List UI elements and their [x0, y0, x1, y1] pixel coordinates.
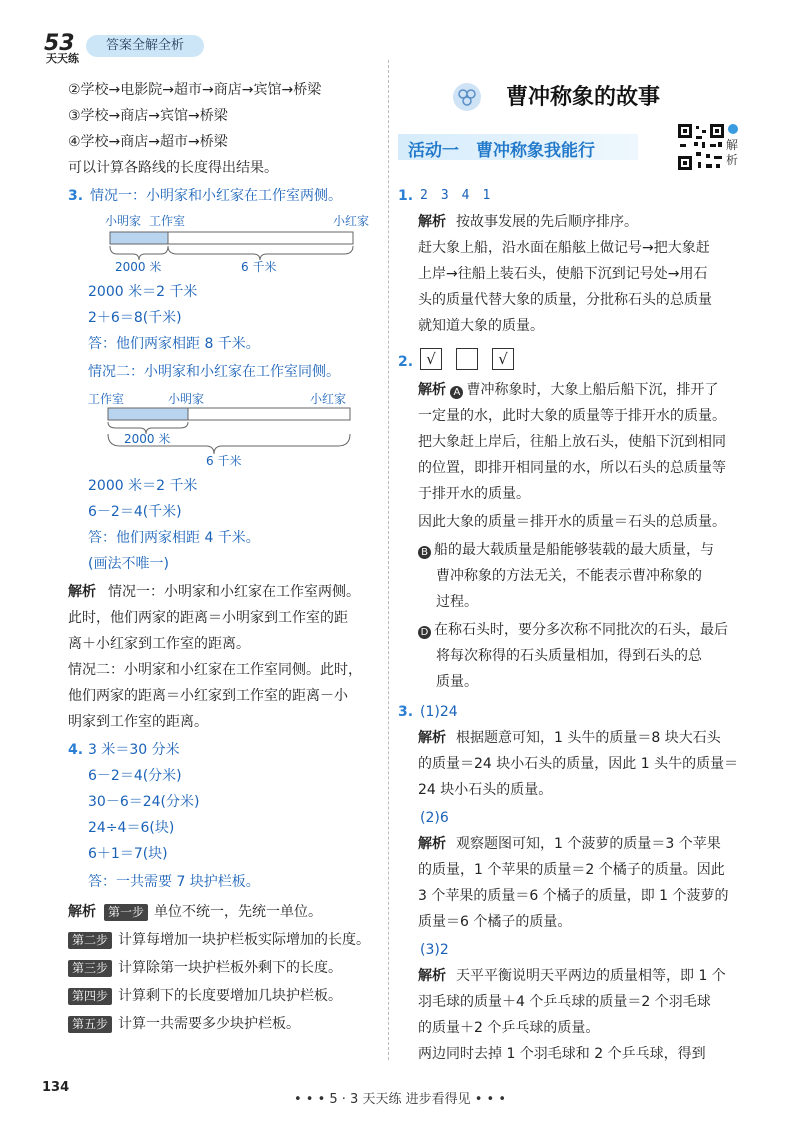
case-one-heading: 情况一：小明家和小红家在工作室两侧。 — [90, 188, 342, 204]
circle-a-icon: A — [450, 386, 463, 399]
svg-text:天天练: 天天练 — [46, 52, 79, 64]
title-icon — [452, 82, 482, 112]
question-number-2: 2. — [398, 354, 414, 370]
q2-note-d-1-text: 在称石头时，要分多次称不同批次的石头，最后 — [434, 622, 728, 638]
q2-checkboxes — [420, 348, 528, 370]
label-6km: 6 千米 — [241, 260, 277, 274]
q3-part-2-analysis-4: 质量＝6 个橘子的质量。 — [418, 914, 572, 930]
q3-part-3-analysis-1: 天平平衡说明天平两边的质量相等，即 1 个 — [456, 968, 726, 984]
step-1-tag: 第一步 — [104, 904, 148, 921]
q1-analysis-1: 按故事发展的先后顺序排序。 — [456, 214, 638, 230]
step-5-tag: 第五步 — [68, 1016, 112, 1033]
calc-4c: 30－6＝24(分米) — [88, 794, 200, 810]
analysis-line-3: 离＋小红家到工作室的距离。 — [68, 636, 250, 652]
step-4-tag: 第四步 — [68, 988, 112, 1005]
q2-note-b-3: 过程。 — [436, 594, 478, 610]
label-xiaohong-home-2: 小红家 — [310, 392, 347, 406]
q2-analysis-3: 把大象赶上岸后，往船上放石头，使船下沉到相同 — [418, 434, 726, 450]
q3-part-1: (1)24 — [420, 704, 458, 720]
calc-2a: 2000 米＝2 千米 — [88, 478, 198, 494]
check-box-3: √ — [492, 348, 514, 370]
calc-1a: 2000 米＝2 千米 — [88, 284, 198, 300]
route-3: ③学校→商店→宾馆→桥梁 — [68, 108, 228, 124]
route-4: ④学校→商店→超市→桥梁 — [68, 134, 228, 150]
answer-1: 答：他们两家相距 8 千米。 — [88, 336, 260, 352]
step-1 — [104, 902, 322, 922]
q3-part-2: (2)6 — [420, 810, 449, 826]
header-label: 答案全解全析 — [86, 35, 204, 57]
svg-text:53: 53 — [44, 31, 75, 56]
q1-analysis-3: 上岸→往船上装石头，使船下沉到记号处→用石 — [418, 266, 708, 282]
q3-part-3-analysis-3: 的质量＋2 个乒乓球的质量。 — [418, 1020, 600, 1036]
label-studio-2: 工作室 — [88, 392, 125, 406]
circle-b-icon: B — [418, 546, 431, 559]
step-5 — [68, 1014, 300, 1034]
label-6km-2: 6 千米 — [206, 454, 242, 468]
analysis-label-4: 解析 — [68, 904, 96, 920]
q3-part-3-analysis-4: 两边同时去掉 1 个羽毛球和 2 个乒乓球，得到 — [418, 1046, 706, 1062]
step-4 — [68, 986, 342, 1006]
answer-2: 答：他们两家相距 4 千米。 — [88, 530, 260, 546]
analysis-line-4: 情况二：小明家和小红家在工作室同侧。此时， — [68, 662, 362, 678]
calc-4b: 6－2＝4(分米) — [88, 768, 182, 784]
step-3-tag: 第三步 — [68, 960, 112, 977]
q3-part-2-analysis-1: 观察题图可知，1 个菠萝的质量＝3 个苹果 — [456, 836, 721, 852]
analysis-line-2: 此时，他们两家的距离＝小明家到工作室的距 — [68, 610, 348, 626]
q3-part-3-analysis-2: 羽毛球的质量＋4 个乒乓球的质量＝2 个羽毛球 — [418, 994, 711, 1010]
page-title: 曹冲称象的故事 — [506, 85, 661, 110]
q3-part-2-label: 解析 — [418, 836, 446, 852]
q1-answer: 2 3 4 1 — [420, 188, 491, 203]
q2-note-b-1 — [418, 540, 714, 560]
brand-logo — [42, 28, 86, 64]
calc-4d: 24÷4＝6(块) — [88, 820, 175, 836]
label-2000m: 2000 米 — [115, 260, 162, 274]
label-xiaoming-home-2: 小明家 — [168, 392, 205, 406]
activity-banner — [398, 134, 638, 160]
column-divider — [388, 60, 389, 1060]
q2-note-b-1-text: 船的最大载质量是船能够装载的最大质量，与 — [434, 542, 714, 558]
distance-diagram-1 — [105, 210, 375, 280]
q3-part-1-analysis-3: 24 块小石头的质量。 — [418, 782, 553, 798]
step-5-text: 计算一共需要多少块护栏板。 — [118, 1016, 301, 1032]
qr-code[interactable] — [676, 122, 726, 172]
step-1-text: 单位不统一，先统一单位。 — [154, 904, 323, 920]
label-2000m-2: 2000 米 — [124, 432, 171, 446]
route-conclusion: 可以计算各路线的长度得出结果。 — [68, 160, 278, 176]
q2-note-d-2: 将每次称得的石头质量相加，得到石头的总 — [436, 648, 702, 664]
page-number: 134 — [42, 1080, 70, 1095]
footer-slogan: • • • 5 · 3 天天练 进步看得见 • • • — [293, 1092, 506, 1107]
label-studio: 工作室 — [149, 214, 186, 228]
qr-label: 解析 — [726, 138, 739, 167]
step-4-text: 计算剩下的长度要增加几块护栏板。 — [118, 988, 343, 1004]
q3-part-1-analysis-2: 的质量＝24 块小石头的质量，因此 1 头牛的质量＝ — [418, 756, 739, 772]
q2-note-b-2: 曹冲称象的方法无关，不能表示曹冲称象的 — [436, 568, 702, 584]
q3-part-2-analysis-3: 3 个苹果的质量＝6 个橘子的质量，即 1 个菠萝的 — [418, 888, 729, 904]
q2-analysis-5: 于排开水的质量。 — [418, 486, 530, 502]
analysis-line-5: 他们两家的距离＝小红家到工作室的距离－小 — [68, 688, 348, 704]
calc-4a: 3 米＝30 分米 — [88, 742, 180, 758]
question-number-3r: 3. — [398, 704, 414, 720]
step-3-text: 计算除第一块护栏板外剩下的长度。 — [118, 960, 343, 976]
check-box-1: √ — [420, 348, 442, 370]
q2-analysis-4: 的位置，即排开相同量的水，所以石头的总质量等 — [418, 460, 726, 476]
q2-analysis-label: 解析 — [418, 382, 446, 398]
case-two-heading: 情况二：小明家和小红家在工作室同侧。 — [88, 364, 340, 380]
step-2 — [68, 930, 370, 950]
q1-analysis-5: 就知道大象的质量。 — [418, 318, 544, 334]
q3-part-3-label: 解析 — [418, 968, 446, 984]
drawing-note: (画法不唯一) — [88, 556, 169, 572]
circle-d-icon: D — [418, 626, 431, 639]
q2-analysis-1-text: 曹冲称象时，大象上船后船下沉，排开了 — [466, 382, 719, 398]
answer-4: 答：一共需要 7 块护栏板。 — [88, 874, 260, 890]
q2-analysis-1 — [418, 380, 718, 400]
activity-title: 活动一 曹冲称象我能行 — [408, 141, 595, 161]
analysis-line-6: 明家到工作室的距离。 — [68, 714, 208, 730]
q3-part-2-analysis-2: 的质量，1 个苹果的质量＝2 个橘子的质量。因此 — [418, 862, 725, 878]
q3-part-1-analysis-1: 根据题意可知，1 头牛的质量＝8 块大石头 — [456, 730, 721, 746]
q2-note-d-1 — [418, 620, 728, 640]
step-2-tag: 第二步 — [68, 932, 112, 949]
route-2: ②学校→电影院→超市→商店→宾馆→桥梁 — [68, 82, 322, 98]
distance-diagram-2 — [88, 388, 358, 470]
question-number-3: 3. — [68, 188, 84, 204]
analysis-line-1: 情况一：小明家和小红家在工作室两侧。 — [108, 584, 360, 600]
calc-2b: 6－2＝4(千米) — [88, 504, 182, 520]
q1-analysis-2: 赶大象上船，沿水面在船舷上做记号→把大象赶 — [418, 240, 710, 256]
q2-note-d-3: 质量。 — [436, 674, 478, 690]
question-number-4: 4. — [68, 742, 84, 758]
step-2-text: 计算每增加一块护栏板实际增加的长度。 — [118, 932, 371, 948]
q2-analysis-2: 一定量的水，此时大象的质量等于排开水的质量。 — [418, 408, 726, 424]
calc-4e: 6＋1＝7(块) — [88, 846, 168, 862]
analysis-label: 解析 — [68, 584, 96, 600]
q1-analysis-label: 解析 — [418, 214, 446, 230]
step-3 — [68, 958, 342, 978]
check-box-2 — [456, 348, 478, 370]
question-number-1: 1. — [398, 188, 414, 204]
q2-analysis-6: 因此大象的质量＝排开水的质量＝石头的总质量。 — [418, 514, 726, 530]
play-icon[interactable] — [728, 124, 738, 134]
label-xiaoming-home: 小明家 — [105, 214, 142, 228]
label-xiaohong-home: 小红家 — [333, 214, 370, 228]
q3-part-3: (3)2 — [420, 942, 449, 958]
q1-analysis-4: 头的质量代替大象的质量，分批称石头的总质量 — [418, 292, 712, 308]
calc-1b: 2＋6＝8(千米) — [88, 310, 182, 326]
q3-part-1-label: 解析 — [418, 730, 446, 746]
